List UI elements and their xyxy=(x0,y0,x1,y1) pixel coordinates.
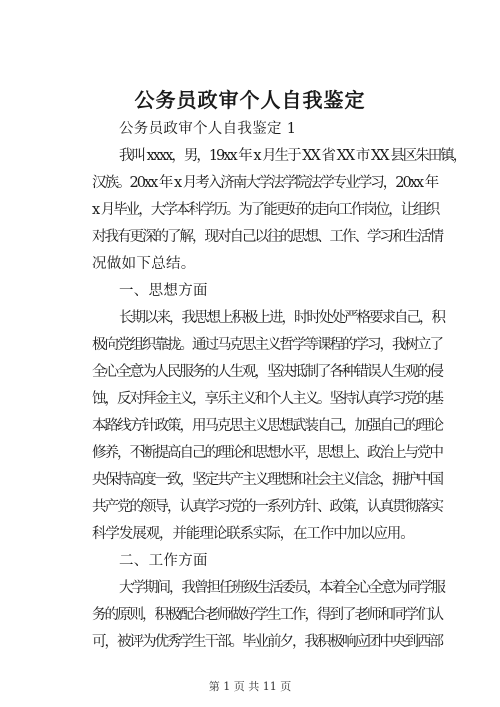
paragraph-line: 极向党组织靠拢。通过马克思主义哲学等课程的学习，我树立了 xyxy=(92,337,442,353)
paragraph-line: 共产党的领导，认真学习党的一系列方针、政策，认真贯彻落实 xyxy=(92,499,442,515)
paragraph-line: 全心全意为人民服务的人生观，坚决抵制了各种错误人生观的侵 xyxy=(92,364,442,380)
paragraph-line: 汉族。20xx 年 x 月考入济南大学法学院法学专业学习，20xx 年 xyxy=(92,175,438,191)
paragraph-line: 本路线方针政策，用马克思主义思想武装自己，加强自己的理论 xyxy=(92,418,442,434)
section-heading-thought: 一、思想方面 xyxy=(119,283,208,299)
page-number-footer: 第 1 页 共 11 页 xyxy=(208,680,292,693)
paragraph-line: 我叫 xxxx，男，19xx 年 x 月生于 XX 省 XX 市 XX 县区朱田镇， xyxy=(119,148,466,164)
paragraph-line: 可，被评为优秀学生干部。毕业前夕，我积极响应团中央到西部 xyxy=(92,634,442,650)
paragraph-line: 蚀，反对拜金主义，享乐主义和个人主义。坚持认真学习党的基 xyxy=(92,391,442,407)
paragraph-line: 长期以来，我思想上积极上进，时时处处严格要求自己，积 xyxy=(119,310,444,326)
paragraph-line: 务的原则，积极配合老师做好学生工作，得到了老师和同学们认 xyxy=(92,607,442,623)
paragraph-line: x 月毕业，大学本科学历。为了能更好的走向工作岗位，让组织 xyxy=(92,202,439,218)
document-title: 公务员政审个人自我鉴定 xyxy=(134,88,366,112)
paragraph-line: 对我有更深的了解，现对自己以往的思想、工作、学习和生活情 xyxy=(92,229,442,245)
section-heading-work: 二、工作方面 xyxy=(119,553,208,569)
paragraph-line: 央保持高度一致，坚定共产主义理想和社会主义信念，拥护中国 xyxy=(92,472,442,488)
paragraph-line: 修养，不断提高自己的理论和思想水平，思想上、政治上与党中 xyxy=(92,445,442,461)
paragraph-line: 况做如下总结。 xyxy=(92,256,196,272)
section-subtitle: 公务员政审个人自我鉴定 1 xyxy=(119,121,297,137)
paragraph-line: 科学发展观，并能理论联系实际，在工作中加以应用。 xyxy=(92,526,414,542)
paragraph-line: 大学期间，我曾担任班级生活委员，本着全心全意为同学服 xyxy=(119,580,444,596)
